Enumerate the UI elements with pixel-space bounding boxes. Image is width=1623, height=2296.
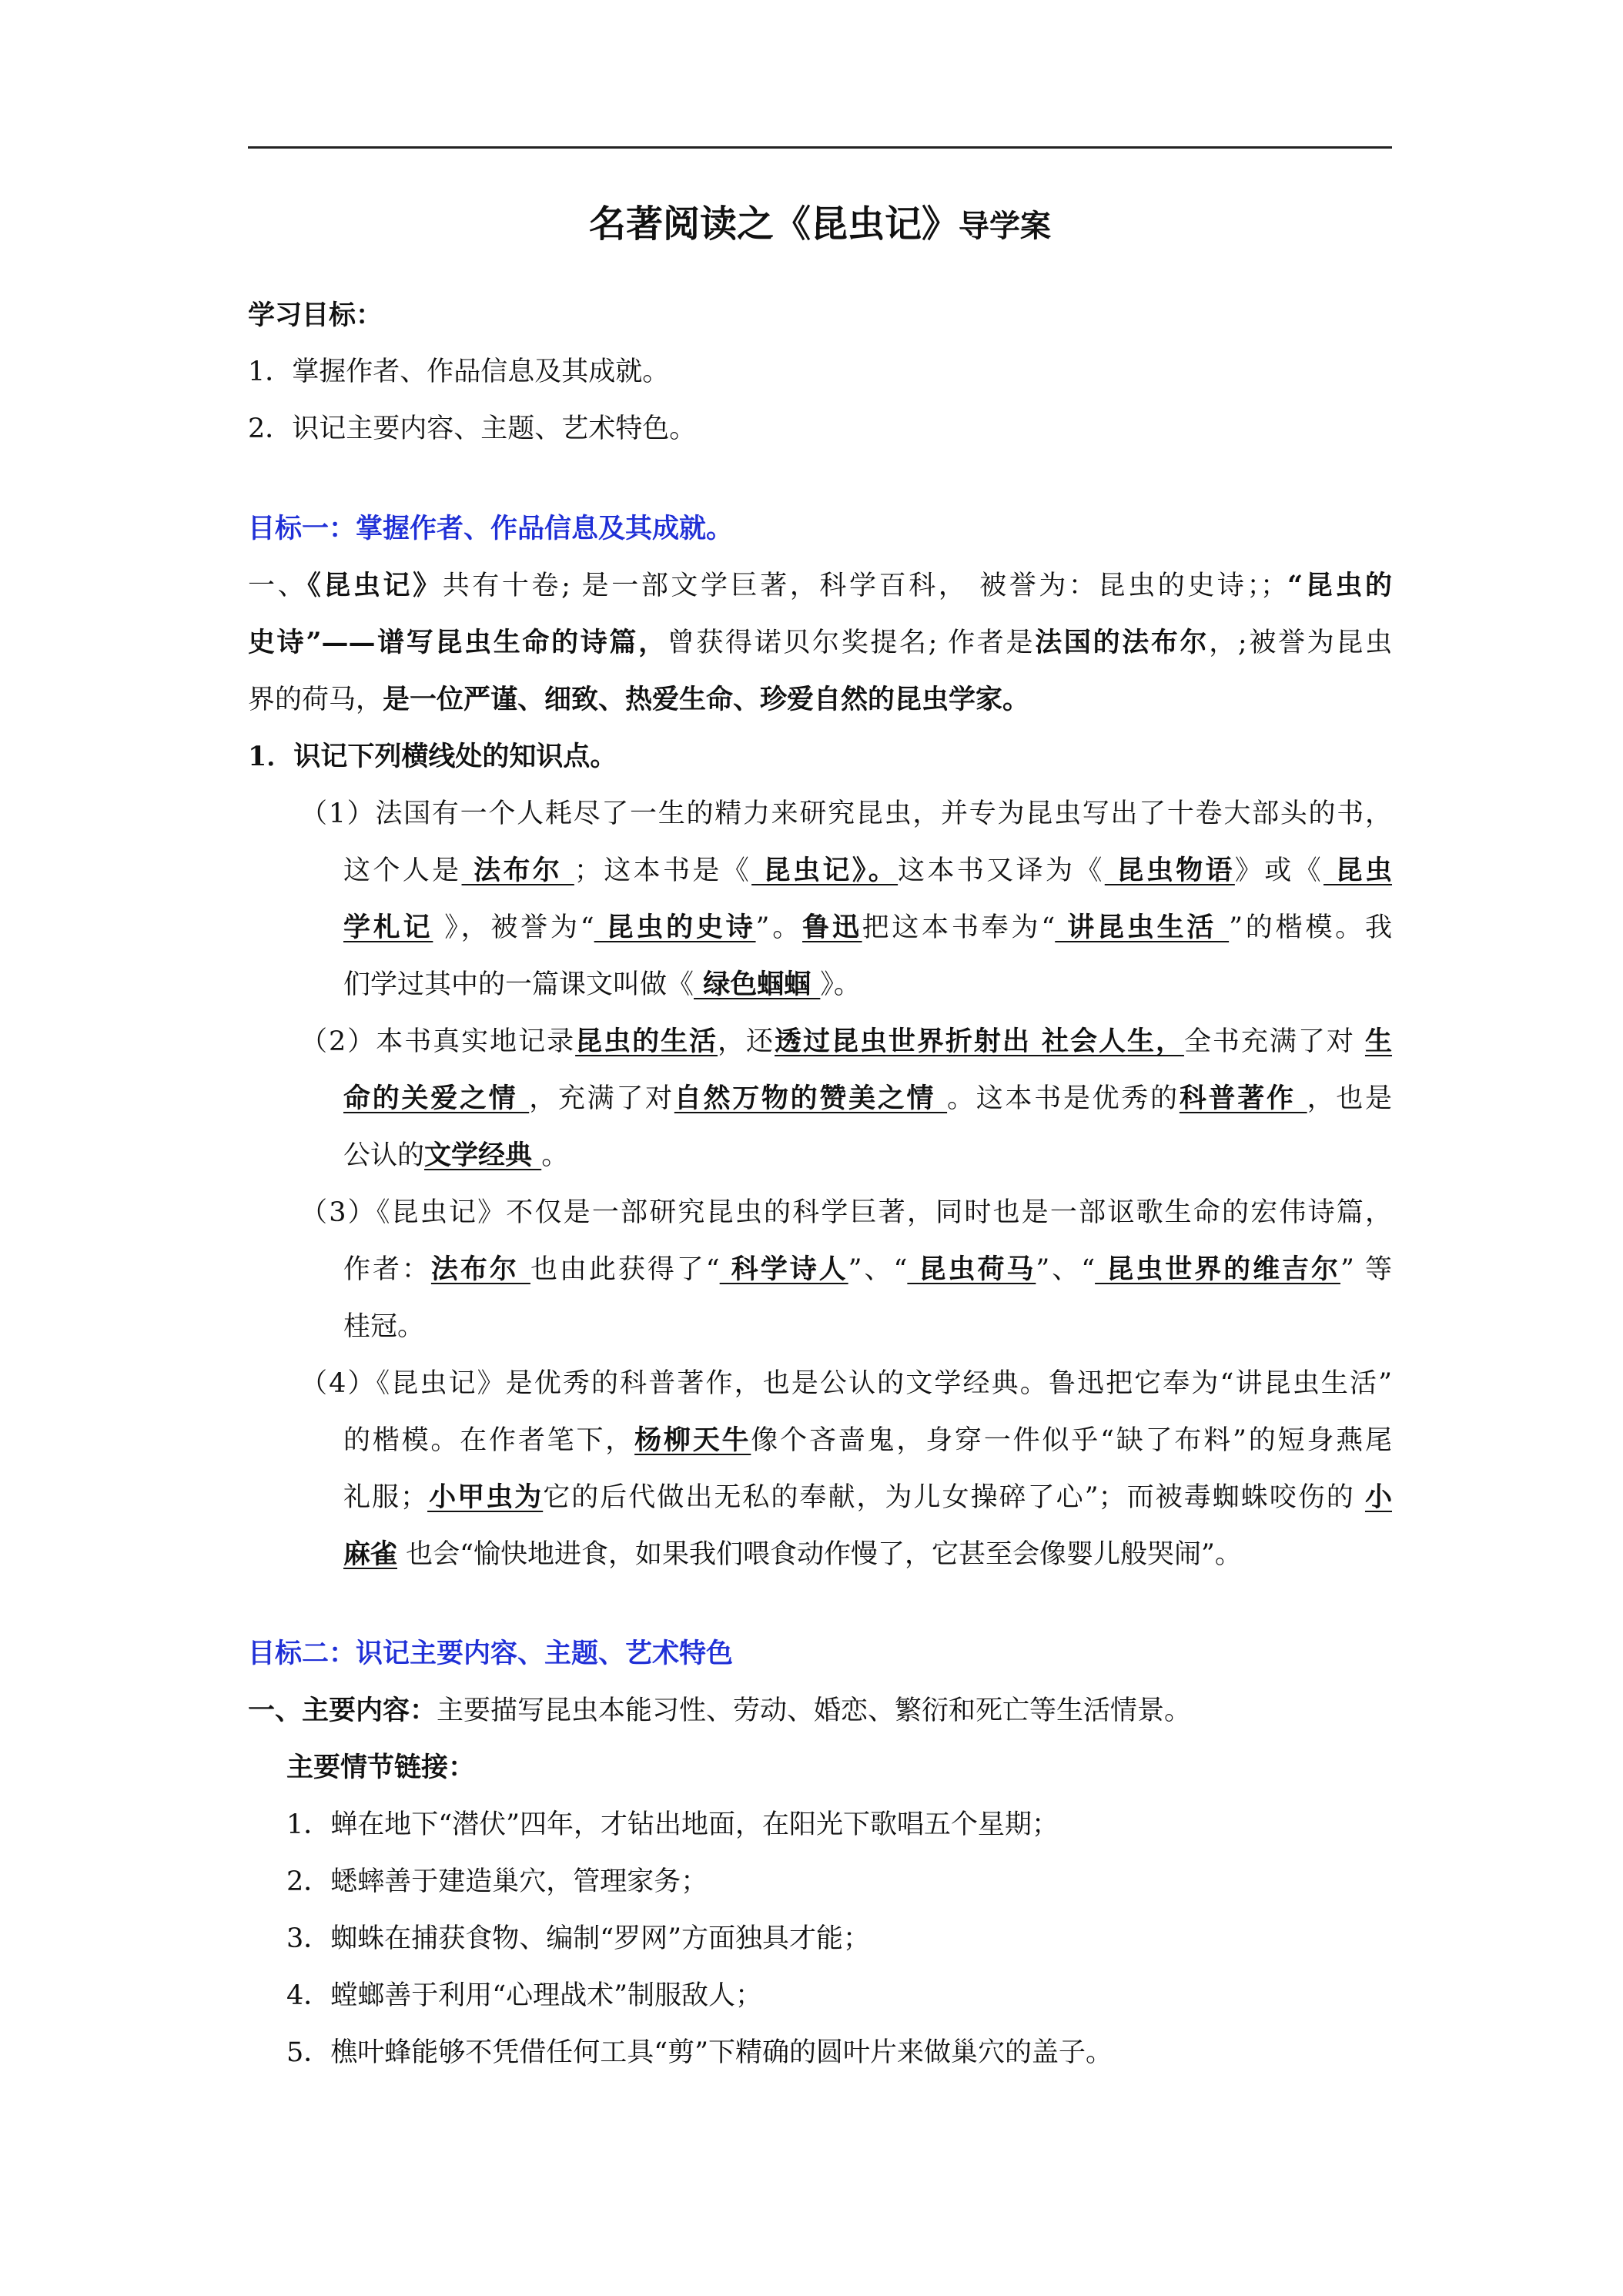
text: 作者： — [343, 1254, 431, 1285]
text: 也由此获得了“ — [530, 1254, 720, 1285]
plot-heading: 主要情节链接： — [286, 1752, 476, 1783]
text: ；这本书是《 — [574, 855, 752, 886]
answer-blank: 透过昆虫世界折射出 社会人生， — [775, 1026, 1184, 1057]
answer-blank: 麻雀 — [343, 1538, 398, 1570]
text: 》。 — [820, 969, 861, 1000]
answer-blank: 自然万物的赞美之情 — [674, 1083, 948, 1114]
q1-line — [343, 909, 1392, 947]
text: 主要描写昆虫本能习性、劳动、婚恋、繁衍和死亡等生活情景。 — [437, 1695, 1192, 1726]
title-main: 名著阅读之《昆虫记》 — [588, 202, 959, 246]
answer-blank: 昆虫的生活 — [575, 1026, 718, 1057]
q2-line — [343, 1136, 1392, 1175]
answer-blank: 学札记 — [343, 912, 433, 943]
text: 它的后代做出无私的奉献，为儿女操碎了心”；而被毒蜘蛛咬伤的 — [543, 1482, 1365, 1513]
goal1-intro-line — [248, 567, 1392, 605]
text: 像个吝啬鬼，身穿一件似乎“缺了布料”的短身燕尾 — [751, 1425, 1392, 1456]
text: 界的荷马， — [248, 684, 383, 715]
plot-item: 5．樵叶蜂能够不凭借任何工具“剪”下精确的圆叶片来做巢穴的盖子。 — [286, 2037, 1113, 2068]
header-rule — [248, 146, 1392, 149]
text: ”、“ — [1036, 1254, 1096, 1285]
plot-item: 3．蜘蛛在捕获食物、编制“罗网”方面独具才能； — [286, 1923, 871, 1954]
answer-blank: 小 — [1364, 1481, 1392, 1513]
answer-blank: 小甲虫为 — [427, 1481, 544, 1513]
text: ，充满了对 — [529, 1083, 674, 1114]
text: 史诗”——谱写昆虫生命的诗篇， — [248, 627, 668, 658]
plot-item: 1．蝉在地下“潜伏”四年，才钻出地面，在阳光下歌唱五个星期； — [286, 1809, 1059, 1840]
answer-blank: 昆虫记》。 — [751, 855, 899, 886]
answer-blank: 昆虫的史诗 — [594, 912, 756, 943]
answer-blank: 讲昆虫生活 — [1055, 912, 1230, 943]
objective-item: 1．掌握作者、作品信息及其成就。 — [248, 356, 670, 387]
goal1-intro-line — [248, 681, 1392, 719]
text: ，还 — [718, 1026, 775, 1057]
text: 《昆虫记》 — [307, 570, 443, 601]
answer-blank: 绿色蝈蝈 — [694, 969, 821, 1000]
text: 也会“愉快地进食，如果我们喂食动作慢了，它甚至会像婴儿般哭闹”。 — [397, 1539, 1242, 1570]
answer-blank: 昆虫物语 — [1104, 855, 1235, 886]
task-heading: 1．识记下列横线处的知识点。 — [248, 741, 617, 772]
answer-blank: 杨柳天牛 — [634, 1424, 751, 1456]
text: 这本书又译为《 — [898, 855, 1105, 886]
plot-item: 4．螳螂善于利用“心理战术”制服敌人； — [286, 1980, 763, 2011]
q3-line: （3）《昆虫记》不仅是一部研究昆虫的科学巨著，同时也是一部讴歌生命的宏伟诗篇， — [300, 1197, 1392, 1228]
title-sub: 导学案 — [959, 208, 1051, 244]
answer-blank: 昆虫世界的维吉尔 — [1095, 1253, 1340, 1285]
answer-blank: 昆虫 — [1323, 855, 1392, 886]
answer-blank: 科普著作 — [1179, 1083, 1307, 1114]
text: ”。 — [755, 912, 803, 943]
q2-line — [300, 1022, 1392, 1061]
text: 曾获得诺贝尔奖提名; 作者是 — [667, 628, 1036, 658]
q4-line: （4）《昆虫记》是优秀的科普著作，也是公认的文学经典。鲁迅把它奉为“讲昆虫生活” — [300, 1368, 1392, 1399]
answer-blank: 法布尔 — [430, 1253, 530, 1285]
text: ” 等 — [1340, 1254, 1392, 1285]
text: 。 — [541, 1140, 569, 1171]
answer-blank: 法布尔 — [461, 855, 574, 886]
text: 一、 — [248, 571, 308, 601]
text: 》，被誉为“ — [433, 912, 594, 943]
answer-blank: 文学经典 — [424, 1140, 542, 1171]
goal2-heading: 目标二：识记主要内容、主题、艺术特色 — [248, 1638, 734, 1669]
text: 把这本书奉为“ — [862, 912, 1056, 943]
page-title — [248, 197, 1392, 253]
text: “昆虫的 — [1287, 570, 1392, 601]
text: 是一位严谨、细致、热爱生命、珍爱自然的昆虫学家。 — [383, 684, 1030, 715]
text: ”、“ — [848, 1254, 908, 1285]
answer-blank: 科学诗人 — [719, 1253, 848, 1285]
q4-line — [343, 1421, 1392, 1460]
text: 全书充满了对 — [1183, 1026, 1365, 1057]
objectives-heading: 学习目标： — [248, 300, 383, 331]
q3-line: 桂冠。 — [343, 1311, 425, 1342]
answer-blank: 昆虫荷马 — [907, 1253, 1036, 1285]
text: （2）本书真实地记录 — [300, 1026, 576, 1057]
text: ，;被誉为昆虫 — [1209, 628, 1392, 658]
q3-line — [343, 1250, 1392, 1289]
q2-line — [343, 1079, 1392, 1118]
text: 法国的法布尔 — [1035, 627, 1210, 658]
q4-line — [343, 1535, 1392, 1574]
answer-blank: 命的关爱之情 — [343, 1083, 530, 1114]
answer-blank: 鲁迅 — [802, 912, 862, 943]
plot-item: 2．蟋蟀善于建造巢穴，管理家务； — [286, 1866, 708, 1897]
text: ，也是 — [1307, 1083, 1393, 1114]
q1-line: （1）法国有一个人耗尽了一生的精力来研究昆虫，并专为昆虫写出了十卷大部头的书， — [300, 798, 1392, 829]
text: 这个人是 — [343, 855, 462, 886]
q1-line — [343, 852, 1392, 890]
text: 公认的 — [343, 1140, 425, 1171]
text: 共有十卷; 是一部文学巨著，科学百科， 被誉为：昆虫的史诗；； — [442, 571, 1288, 601]
answer-blank: 生 — [1364, 1026, 1392, 1057]
goal1-intro-line — [248, 624, 1392, 662]
q1-line — [343, 966, 1392, 1004]
text: 们学过其中的一篇课文叫做《 — [343, 969, 694, 1000]
q4-line — [343, 1478, 1392, 1517]
text: 一、主要内容： — [248, 1695, 437, 1726]
main-content-line — [248, 1692, 1392, 1730]
text: 。这本书是优秀的 — [947, 1083, 1180, 1114]
text: 》或《 — [1234, 855, 1324, 886]
goal1-heading: 目标一：掌握作者、作品信息及其成就。 — [248, 513, 734, 544]
text: 礼服； — [343, 1482, 428, 1513]
text: 的楷模。在作者笔下， — [343, 1425, 635, 1456]
objective-item: 2．识记主要内容、主题、艺术特色。 — [248, 413, 697, 444]
text: ”的楷模。我 — [1229, 912, 1392, 943]
